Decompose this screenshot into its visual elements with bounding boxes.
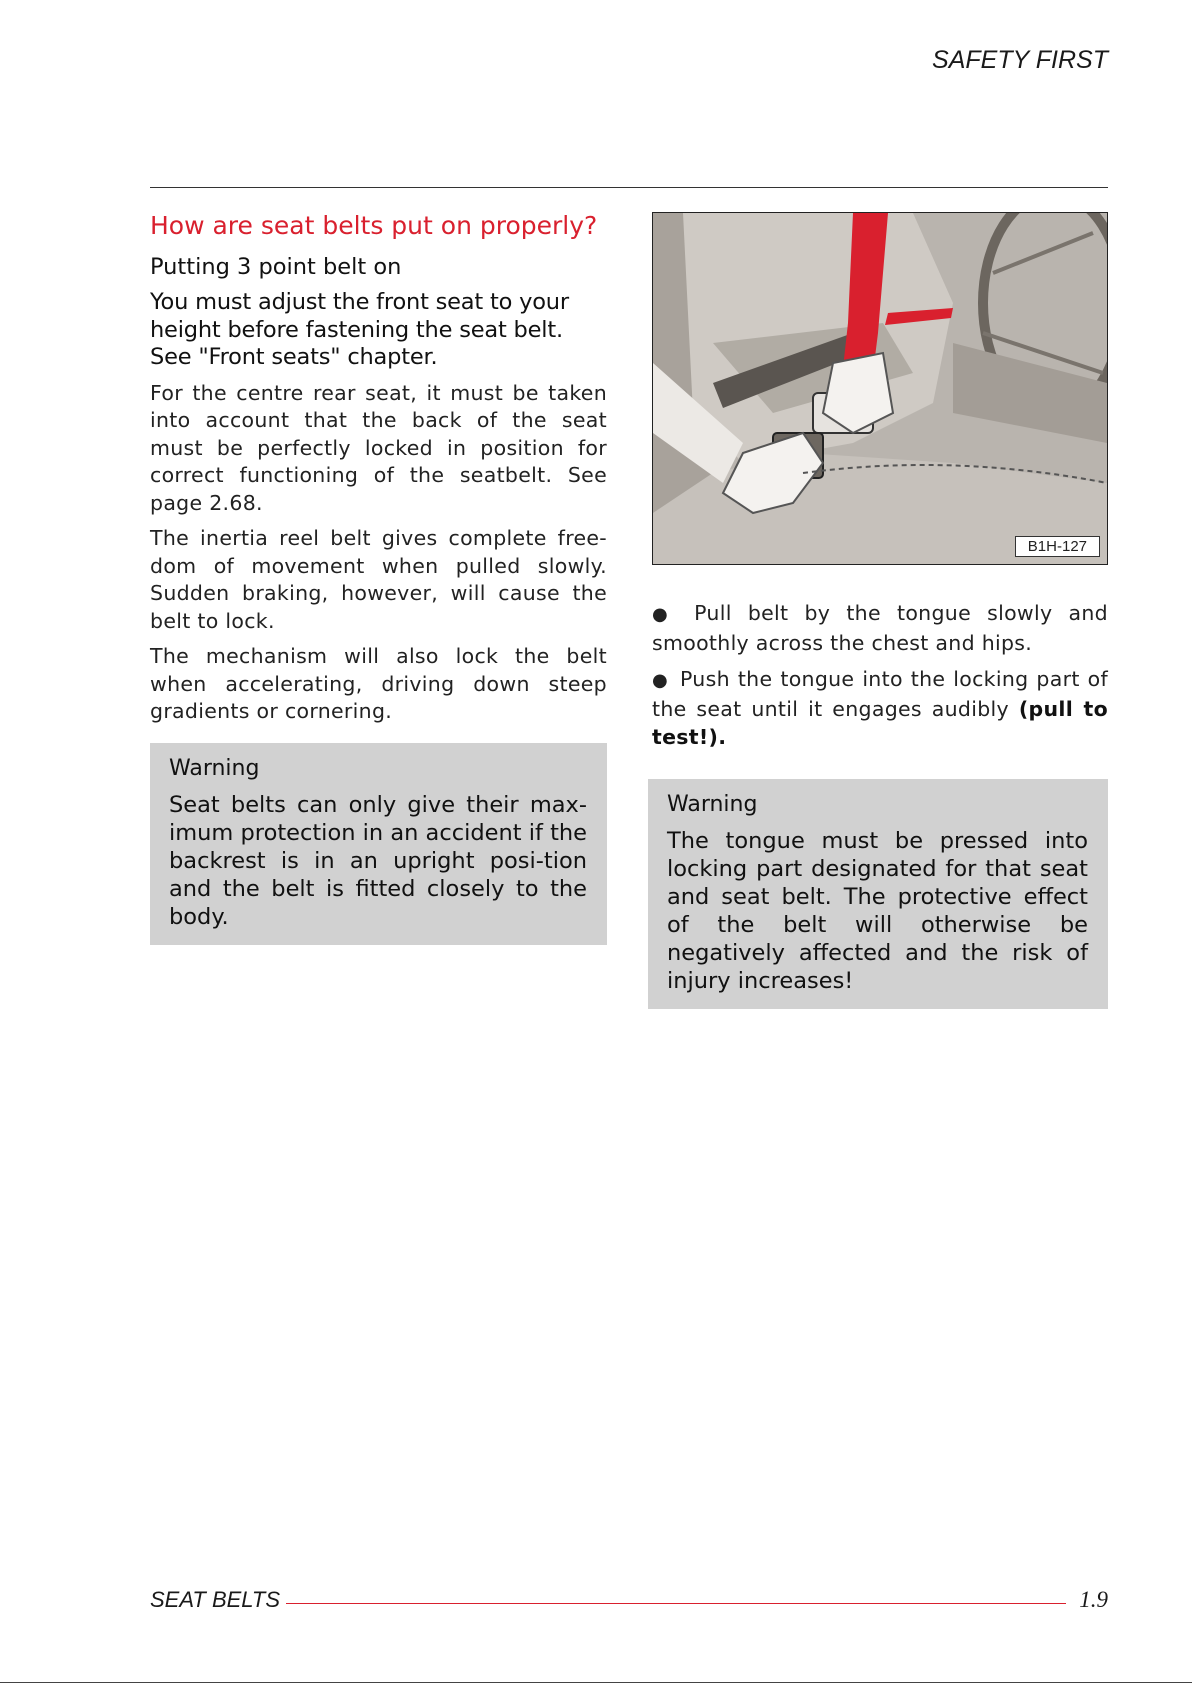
figure-label: B1H-127 xyxy=(1015,536,1100,557)
top-divider xyxy=(150,187,1108,188)
page-number: 1.9 xyxy=(1079,1587,1108,1612)
important-note: You must adjust the front seat to your height before fastening the seat belt. See "Front seats" chapter. xyxy=(150,289,569,370)
warning-title: Warning xyxy=(667,792,758,817)
warning-title: Warning xyxy=(169,755,260,781)
bullet-text-2: Push the tongue into the locking part of the seat until it engages audibly xyxy=(652,667,1108,721)
left-column xyxy=(150,210,607,945)
warning-text: Seat belts can only give their max-imum protection in an accident if the backrest is in an upright posi-tion and the belt is fitted closely to the body. xyxy=(169,791,587,930)
header-section-title: SAFETY FIRST xyxy=(932,46,1108,74)
body-paragraph-3: The mechanism will also lock the belt when accelerating, driving down steep gradients or cornering. xyxy=(150,644,607,723)
body-paragraph-2: The inertia reel belt gives complete free-dom of movement when pulled slowly. Sudden braking, however, will cause the belt to lock. xyxy=(150,526,607,633)
warning-text: The tongue must be pressed into locking part designated for that seat and seat belt. The protective effect of the belt will otherwise be negatively affected and the risk of injury increases! xyxy=(667,828,1088,994)
bottom-edge-line xyxy=(0,1682,1192,1683)
warning-box-left xyxy=(150,743,607,945)
bullet-item-1 xyxy=(652,599,1108,657)
sub-heading: Putting 3 point belt on xyxy=(150,254,402,280)
bullet-text-1: Pull belt by the tongue slowly and smoothly across the chest and hips. xyxy=(652,601,1108,655)
section-title: How are seat belts put on properly? xyxy=(150,211,598,240)
seat-belt-drawing xyxy=(653,213,1107,564)
footer-section-title: SEAT BELTS xyxy=(150,1587,281,1612)
bullet-text-2-bold: (pull to test!). xyxy=(652,697,1108,749)
right-column xyxy=(652,212,1108,1009)
bullet-icon: ● xyxy=(652,670,669,691)
bullet-item-2 xyxy=(652,665,1108,751)
warning-box-right xyxy=(648,779,1108,1009)
seat-belt-illustration xyxy=(652,212,1108,565)
bullet-icon: ● xyxy=(652,604,669,625)
body-paragraph-1: For the centre rear seat, it must be taken into account that the back of the seat must be perfectly locked in position for correct functioning of the seatbelt. See page 2.68. xyxy=(150,380,607,515)
footer-divider xyxy=(286,1603,1066,1604)
